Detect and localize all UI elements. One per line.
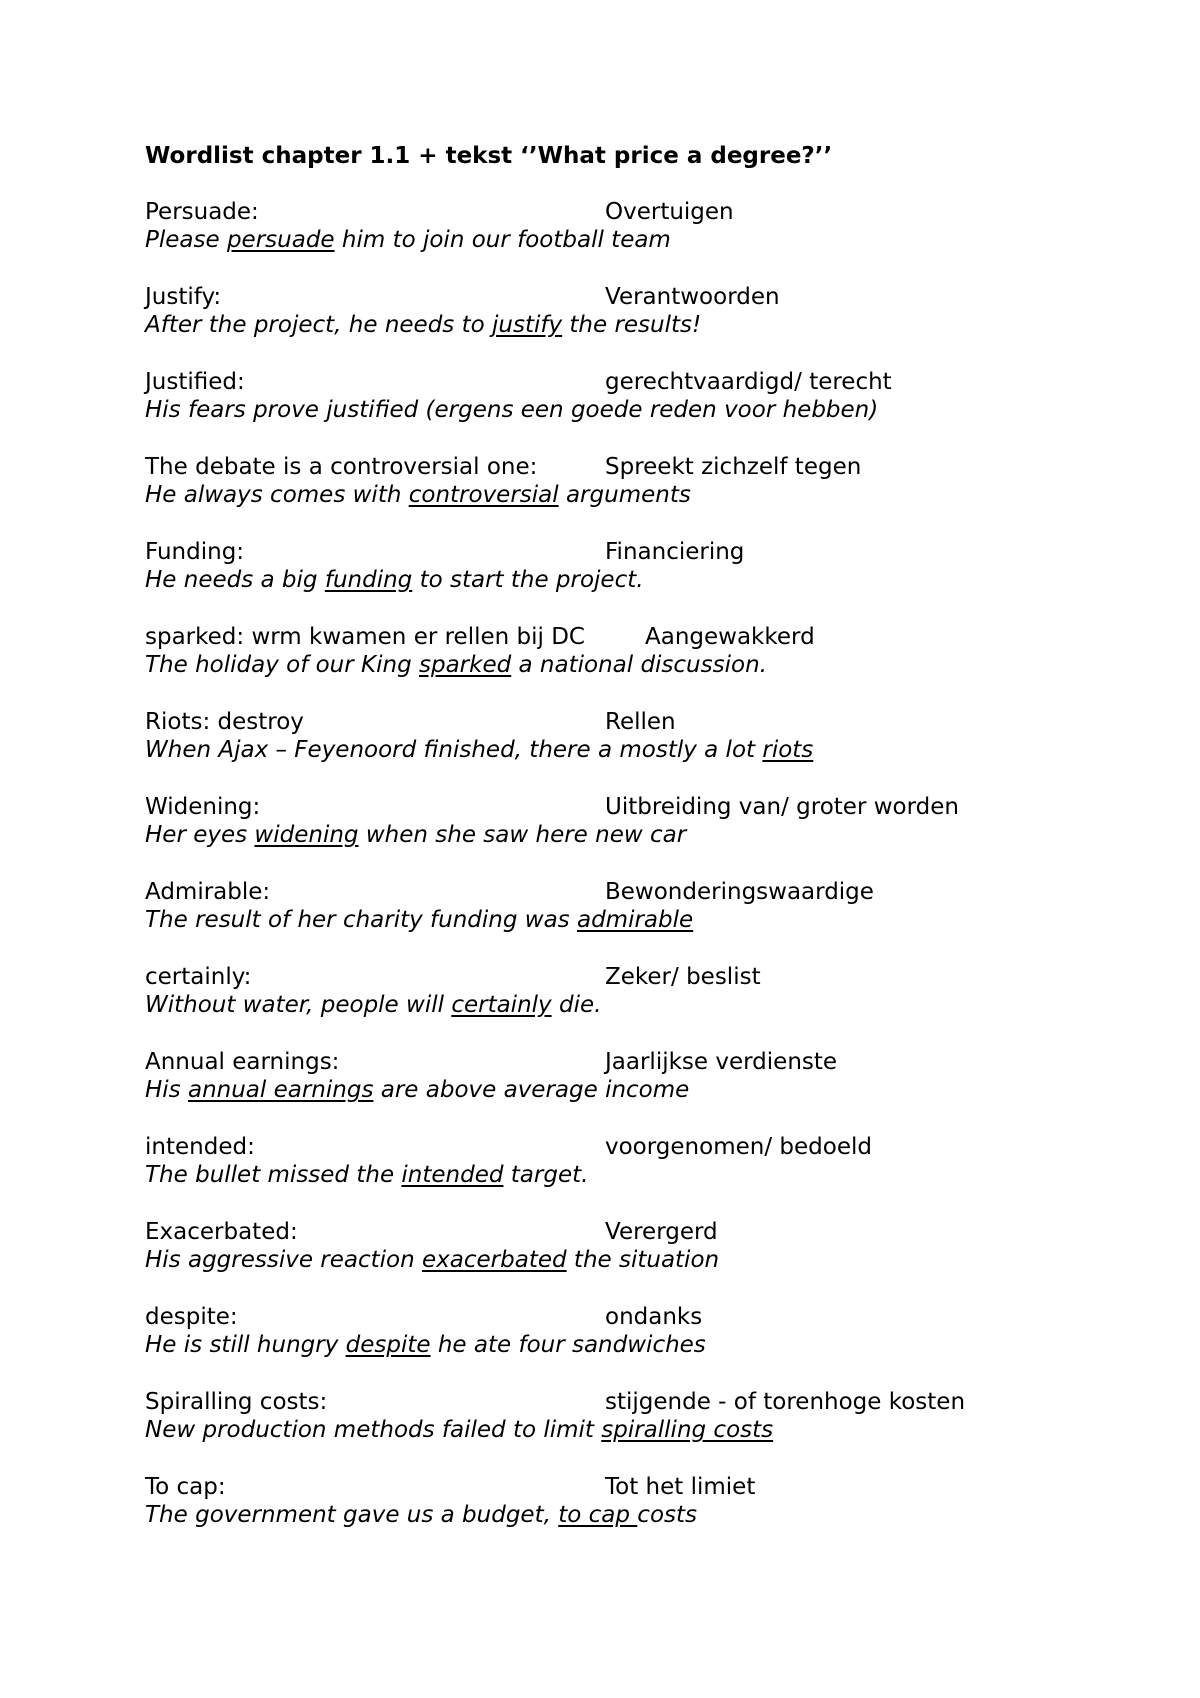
example-highlight: exacerbated [422,1247,567,1273]
example-text: target. [503,1162,589,1188]
entry-term: Justify: [145,284,222,310]
entry-example [145,566,644,594]
entry-term: certainly: [145,964,252,990]
entry-translation: Overtuigen [605,199,734,225]
wordlist-entry [145,538,1145,623]
entry-term: Funding: [145,539,245,565]
wordlist [145,198,1145,1558]
example-text: The government gave us a budget, [145,1502,559,1528]
example-highlight: to cap [558,1502,638,1528]
wordlist-entry [145,1303,1145,1388]
entry-example [145,1161,588,1189]
example-text: Please [145,227,227,253]
example-text: The result of her charity funding was [145,907,577,933]
entry-term: Justified: [145,369,245,395]
example-highlight: certainly [451,992,552,1018]
entry-term: Exacerbated: [145,1219,298,1245]
entry-term: Riots: destroy [145,709,304,735]
wordlist-entry [145,1218,1145,1303]
example-text: His [145,1077,188,1103]
example-text: the situation [566,1247,720,1273]
entry-translation: Zeker/ beslist [605,964,761,990]
entry-term: despite: [145,1304,238,1330]
example-text: Without water, people will [145,992,452,1018]
entry-term: Annual earnings: [145,1049,340,1075]
example-text: New production methods failed to limit [145,1417,602,1443]
entry-term: sparked: wrm kwamen er rellen bij DC [145,624,585,650]
example-highlight: spiralling costs [601,1417,774,1443]
entry-translation: Jaarlijkse verdienste [605,1049,838,1075]
example-highlight: riots [762,737,814,763]
example-highlight: annual earnings [187,1077,374,1103]
example-highlight: sparked [419,652,512,678]
entry-translation: Verergerd [605,1219,718,1245]
example-text: The holiday of our King [145,652,419,678]
entry-translation: Aangewakkerd [645,624,815,650]
entry-example [145,906,693,934]
wordlist-entry [145,198,1145,283]
example-text: When Ajax – Feyenoord finished, there a mostly a lot [145,737,763,763]
example-text: he ate four sandwiches [430,1332,706,1358]
wordlist-entry [145,793,1145,878]
wordlist-entry [145,963,1145,1048]
example-highlight: widening [254,822,359,848]
entry-example [145,821,686,849]
wordlist-entry [145,1048,1145,1133]
example-highlight: intended [401,1162,504,1188]
entry-example [145,311,701,339]
example-highlight: persuade [226,227,335,253]
example-text: when she saw here new car [358,822,687,848]
example-text: His fears prove justified (ergens een goede reden voor hebben) [145,397,879,423]
wordlist-entry [145,623,1145,708]
example-highlight: despite [345,1332,431,1358]
example-highlight: admirable [576,907,694,933]
entry-example [145,991,601,1019]
example-text: the results! [562,312,702,338]
entry-example [145,481,691,509]
wordlist-entry [145,1473,1145,1558]
entry-translation: Rellen [605,709,676,735]
entry-term: Admirable: [145,879,271,905]
entry-translation: gerechtvaardigd/ terecht [605,369,892,395]
example-text: After the project, he needs to [145,312,492,338]
wordlist-entry [145,283,1145,368]
example-text: He is still hungry [145,1332,346,1358]
example-text: are above average income [373,1077,690,1103]
entry-example [145,651,767,679]
example-text: a national discussion. [511,652,767,678]
entry-term: To cap: [145,1474,226,1500]
entry-translation: Bewonderingswaardige [605,879,874,905]
wordlist-entry [145,453,1145,538]
example-text: him to join our football team [334,227,671,253]
wordlist-entry [145,1133,1145,1218]
entry-term: intended: [145,1134,255,1160]
entry-translation: ondanks [605,1304,703,1330]
entry-example [145,736,813,764]
example-text: Her eyes [145,822,255,848]
wordlist-entry [145,368,1145,453]
entry-term: Widening: [145,794,261,820]
example-text: His aggressive reaction [145,1247,423,1273]
entry-example [145,1246,719,1274]
wordlist-entry [145,1388,1145,1473]
entry-translation: Tot het limiet [605,1474,756,1500]
example-text: He needs a big [145,567,325,593]
example-highlight: justify [492,312,563,338]
example-text: He always comes with [145,482,409,508]
entry-translation: Uitbreiding van/ groter worden [605,794,959,820]
example-highlight: funding [324,567,413,593]
wordlist-entry [145,878,1145,963]
entry-translation: Verantwoorden [605,284,780,310]
entry-translation: Spreekt zichzelf tegen [605,454,862,480]
entry-translation: Financiering [605,539,745,565]
entry-term: Persuade: [145,199,259,225]
example-text: The bullet missed the [145,1162,402,1188]
example-text: arguments [558,482,691,508]
wordlist-entry [145,708,1145,793]
example-highlight: controversial [408,482,559,508]
entry-example [145,396,878,424]
example-text: costs [637,1502,697,1528]
entry-example [145,226,671,254]
entry-example [145,1501,697,1529]
entry-example [145,1076,689,1104]
entry-translation: stijgende - of torenhoge kosten [605,1389,966,1415]
example-text: die. [551,992,602,1018]
entry-term: The debate is a controversial one: [145,454,538,480]
entry-translation: voorgenomen/ bedoeld [605,1134,872,1160]
document-title: Wordlist chapter 1.1 + tekst ‘’What price a degree?’’ [145,143,833,169]
entry-example [145,1331,706,1359]
example-text: to start the project. [412,567,644,593]
entry-example [145,1416,773,1444]
entry-term: Spiralling costs: [145,1389,328,1415]
